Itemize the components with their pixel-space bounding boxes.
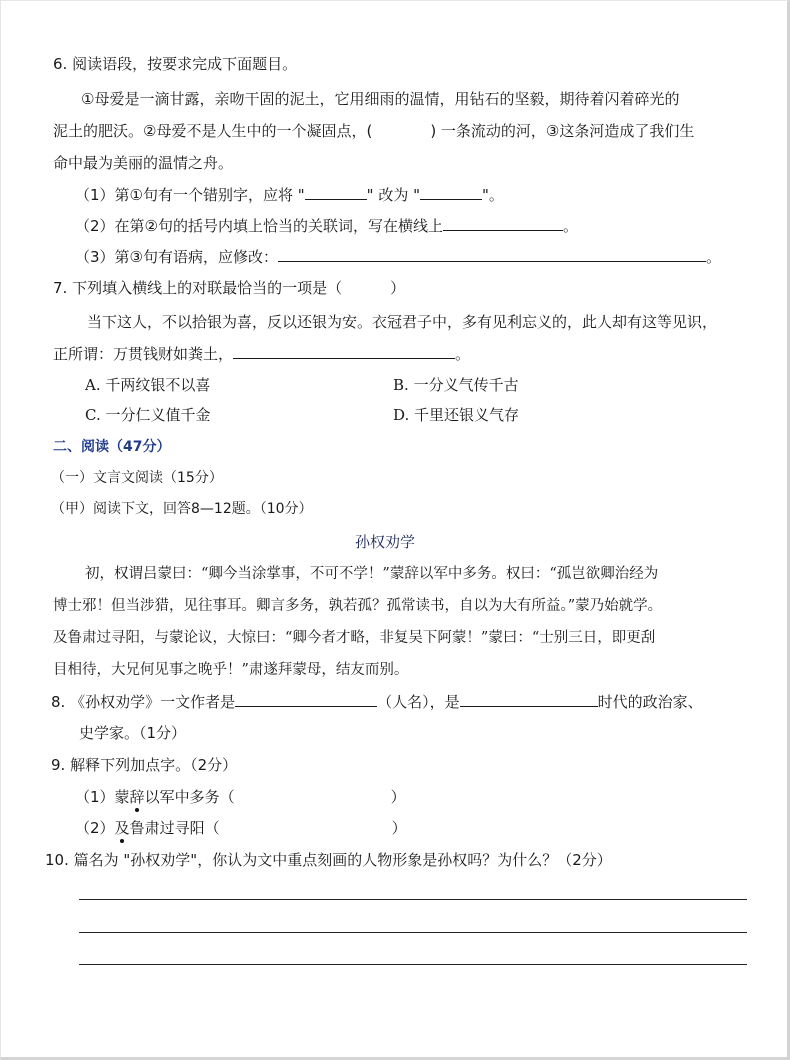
q6-paragraph-line-2 (53, 121, 694, 141)
q6-sub-2 (75, 216, 578, 236)
section-2-heading: 二、阅读（47分） (53, 439, 171, 455)
q9-item-2 (75, 818, 407, 838)
passage-line-1: 初，权谓吕蒙曰：“卿今当涂掌事，不可不学！”蒙辞以军中多务。权曰：“孤岂欲卿治经为 (85, 566, 659, 582)
q7-para-l2-text: 正所谓：万贯钱财如粪土， (53, 345, 234, 363)
passage-line-4: 目相待，大兄何见事之晚乎！”肃遂拜蒙母，结友而别。 (53, 662, 409, 678)
question-8-line-2: 史学家。（1分） (79, 724, 187, 742)
q9-item-1-pre: （1）蒙 (75, 788, 130, 806)
passage-line-2: 博士邪！但当涉猎，见往事耳。卿言多务，孰若孤？孤常读书，自以为大有所益。”蒙乃始就学。 (53, 598, 663, 614)
q6-sub-2-blank[interactable] (443, 216, 563, 231)
q7-paragraph-line-1: 当下这人，不以拾银为喜，反以还银为安。衣冠君子中，多有见利忘义的，此人却有这等见识， (87, 313, 718, 331)
q9-item-1 (75, 787, 406, 807)
question-6-title: 6. 阅读语段，按要求完成下面题目。 (53, 55, 298, 73)
q9-item-1-dotted-char: 辞 (129, 788, 145, 806)
q9-item-2-dotted-char: 及 (114, 819, 130, 837)
q6-sub-1-text-b: " 改为 " (366, 186, 421, 204)
q9-item-2-pre: （2） (75, 819, 115, 837)
q8-text-b: （人名），是 (377, 693, 460, 711)
q7-option-a-text: 千两纹银不以喜 (105, 376, 211, 394)
q6-sub-3-text: （3）第③句有语病，应修改： (75, 248, 278, 266)
q6-paragraph-line-1: ①母爱是一滴甘露，亲吻干固的泥土，它用细雨的温情，用钻石的坚毅，期待着闪着碎光的 (81, 90, 680, 108)
q7-option-b[interactable] (393, 375, 519, 395)
q7-para-l2-end: 。 (455, 345, 471, 363)
q7-option-c-label: C. (85, 406, 101, 424)
q7-blank[interactable] (233, 344, 455, 359)
question-9-title: 9. 解释下列加点字。（2分） (51, 756, 238, 774)
question-8 (51, 692, 703, 712)
q7-option-c-text: 一分仁义值千金 (105, 406, 211, 424)
q7-option-d-label: D. (393, 406, 410, 424)
q8-text-a: 8. 《孙权劝学》一文作者是 (51, 693, 236, 711)
q6-sub-1-blank-2[interactable] (420, 185, 482, 200)
q8-author-blank[interactable] (235, 692, 377, 707)
question-10-title: 10. 篇名为 "孙权劝学"，你认为文中重点刻画的人物形象是孙权吗？为什么？（2分） (45, 851, 612, 869)
q7-option-c[interactable] (85, 405, 211, 425)
q8-era-blank[interactable] (460, 692, 598, 707)
q7-title-text: 7. 下列填入横线上的对联最恰当的一项是（ (53, 279, 343, 297)
q7-option-a-label: A. (85, 376, 101, 394)
q6-para-l2-a: 泥土的肥沃。②母爱不是人生中的一个凝固点，( (53, 122, 373, 140)
section-2-sub-1: （一）文言文阅读（15分） (51, 470, 223, 486)
answer-line-2[interactable] (79, 932, 747, 933)
q9-item-2-close: ） (391, 819, 407, 837)
section-2-sub-2: （甲）阅读下文，回答8—12题。（10分） (51, 501, 313, 517)
q7-title-close: ） (390, 279, 406, 297)
q6-sub-3-blank[interactable] (278, 247, 706, 262)
q7-option-d-text: 千里还银义气存 (414, 406, 520, 424)
q9-item-2-post: 鲁肃过寻阳（ (129, 819, 220, 837)
q7-option-b-text: 一分义气传千古 (413, 376, 519, 394)
passage-title: 孙权劝学 (355, 533, 416, 551)
q8-text-c: 时代的政治家、 (597, 693, 703, 711)
q6-sub-2-end: 。 (563, 217, 579, 235)
q6-sub-1 (75, 185, 504, 205)
q7-paragraph-line-2 (53, 344, 470, 364)
q6-sub-1-blank-1[interactable] (305, 185, 367, 200)
q6-sub-3-end: 。 (706, 248, 722, 266)
q9-item-1-post: 以军中多务（ (144, 788, 235, 806)
q6-paragraph-line-3: 命中最为美丽的温情之舟。 (53, 154, 234, 172)
q7-option-d[interactable] (393, 405, 519, 425)
passage-line-3: 及鲁肃过寻阳，与蒙论议，大惊曰：“卿今者才略，非复吴下阿蒙！”蒙曰：“士别三日，即更刮 (53, 630, 656, 646)
q6-sub-1-text-c: "。 (482, 186, 504, 204)
q6-sub-3 (75, 247, 721, 267)
q6-sub-2-text: （2）在第②句的括号内填上恰当的关联词，写在横线上 (75, 217, 443, 235)
q7-option-a[interactable] (85, 375, 210, 395)
q6-para-l2-b: ) 一条流动的河，③这条河造成了我们生 (430, 122, 695, 140)
answer-line-1[interactable] (79, 899, 747, 900)
question-7-title (53, 278, 405, 298)
q7-option-b-label: B. (393, 376, 409, 394)
answer-line-3[interactable] (79, 964, 747, 965)
q9-item-1-close: ） (390, 788, 406, 806)
q6-sub-1-text-a: （1）第①句有一个错别字，应将 " (75, 186, 305, 204)
